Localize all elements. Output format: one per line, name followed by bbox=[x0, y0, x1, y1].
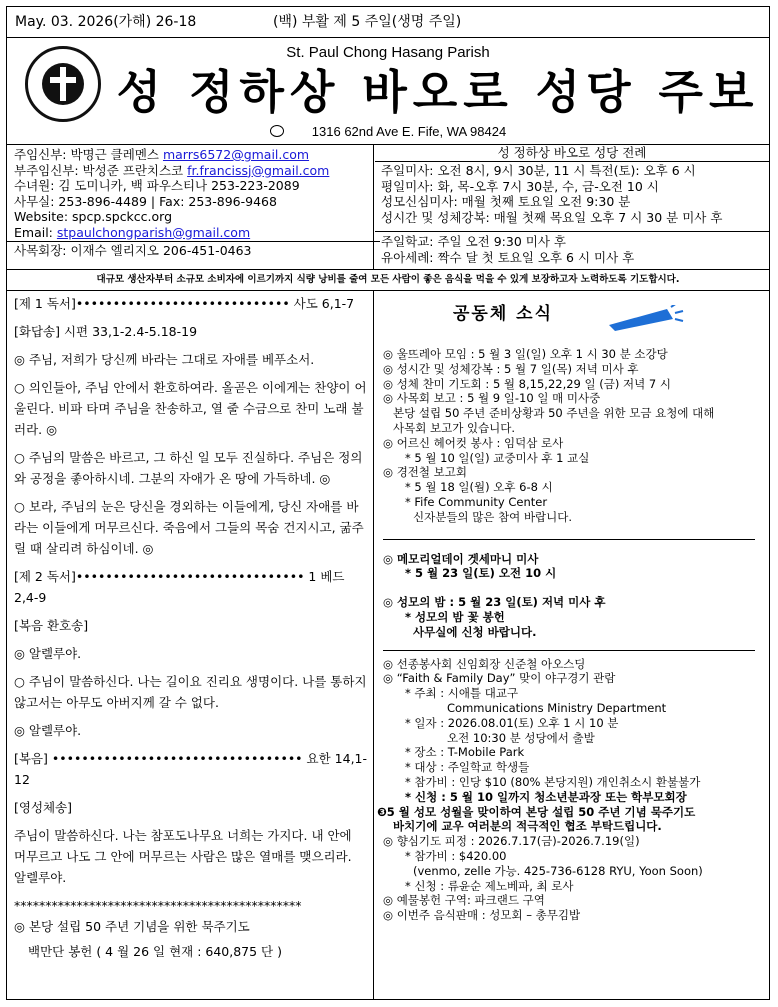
schedule-line: 성시간 및 성체강복: 매월 첫째 목요일 오후 7 시 30 분 미사 후 bbox=[381, 209, 723, 225]
dove-icon bbox=[270, 125, 284, 137]
schedule-line: 주일학교: 주일 오전 9:30 미사 후 bbox=[381, 234, 566, 249]
news-item: * 신청 : 류윤순 제노베파, 최 로사 bbox=[405, 878, 574, 893]
news-item: ❸5 월 성모 성월을 맞이하여 본당 설립 50 주년 기념 묵주기도 bbox=[377, 804, 696, 819]
assistant-row bbox=[14, 163, 373, 179]
assistant-email-link[interactable]: fr.francissj@gmail.com bbox=[187, 162, 330, 178]
news-item: Communications Ministry Department bbox=[447, 700, 667, 715]
address-text: 1316 62nd Ave E. Fife, WA 98424 bbox=[311, 124, 507, 139]
website-row: Website: spcp.spckcc.org bbox=[14, 209, 173, 224]
news-item: ◎ “Faith & Family Day” 맞이 야구경기 관람 bbox=[383, 671, 616, 686]
psalm-refrain: ◎ 주님, 저희가 당신께 바라는 그대로 자애를 베푸소서. bbox=[14, 352, 315, 367]
news-item: ◎ 선종봉사회 신임회장 신준철 아오스딩 bbox=[383, 656, 586, 671]
rosary-count: 백만단 봉헌 ( 4 월 26 일 현재 : 640,875 단 ) bbox=[28, 944, 282, 959]
contacts-panel bbox=[7, 145, 374, 269]
date-line: May. 03. 2026(가해) 26-18 bbox=[15, 14, 197, 30]
news-item: * 참가비 : 인당 $10 (80% 본당지원) 개인취소시 환불불가 bbox=[405, 774, 701, 789]
council-row: 사목회장: 이재수 엘리지오 206-451-0463 bbox=[7, 241, 380, 259]
assistant-label: 부주임신부: 박성준 프란치스코 bbox=[14, 162, 184, 178]
news-item: * 5 월 23 일(토) 오전 10 시 bbox=[405, 566, 557, 581]
star-divider: ********************************************** bbox=[14, 898, 302, 913]
masthead bbox=[7, 38, 769, 145]
news-item: ◎ 성시간 및 성체강복 : 5 월 7 일(목) 저녁 미사 후 bbox=[383, 361, 639, 376]
news-item: 신자분들의 많은 참여 바랍니다. bbox=[413, 509, 573, 524]
parish-name-en: St. Paul Chong Hasang Parish bbox=[286, 44, 490, 61]
psalm-verse: ○ 의인들아, 주님 안에서 환호하여라. 올곧은 이에게는 찬양이 어울린다. 비파 타며 주님을 찬송하고, 열 줄 수금으로 찬미 노래 불러라. ◎ bbox=[14, 380, 367, 437]
alleluia: ◎ 알렐루야. bbox=[14, 646, 82, 661]
news-block-1 bbox=[383, 347, 765, 525]
liturgy-schedule bbox=[375, 162, 769, 225]
news-item: 사무실에 신청 바랍니다. bbox=[413, 624, 537, 639]
season-line: (백) 부활 제 5 주일(생명 주일) bbox=[273, 14, 462, 30]
news-title: 공동체 소식 bbox=[453, 304, 554, 324]
gospel: [복음] •••••••••••••••••••••••••••••••••• 요한 14,1-12 bbox=[14, 751, 367, 787]
news-item: ◎ 성모의 밤 : 5 월 23 일(토) 저녁 미사 후 bbox=[383, 595, 606, 610]
news-item: * Fife Community Center bbox=[405, 494, 548, 509]
pastor-row bbox=[14, 147, 373, 163]
news-block-2 bbox=[383, 552, 765, 640]
prayer-notice: 대규모 생산자부터 소규모 소비자에 이르기까지 식량 낭비를 줄여 모든 사람이 좋은 음식을 먹을 수 있게 보장하고자 노력하도록 기도합시다. bbox=[7, 270, 769, 291]
alleluia: ◎ 알렐루야. bbox=[14, 723, 82, 738]
news-item: * 장소 : T-Mobile Park bbox=[405, 745, 525, 760]
news-item: 본당 설립 50 주년 준비상황과 50 주년을 위한 모금 요청에 대해 bbox=[393, 406, 715, 421]
pastor-label: 주임신부: 박명근 클레멘스 bbox=[14, 147, 159, 162]
psalm-verse: ○ 보라, 주님의 눈은 당신을 경외하는 이들에게, 당신 자애를 바라는 이들에게 머무르신다. 죽음에서 그들의 목숨 건지시고, 굶주릴 때 살리려 하심이네. ◎ bbox=[14, 499, 364, 556]
news-column bbox=[375, 291, 769, 999]
sisters-row: 수녀원: 김 도미니카, 백 파우스티나 253-223-2089 bbox=[14, 178, 300, 193]
news-item: ◎ 예물봉헌 구역: 파크랜드 구역 bbox=[383, 893, 545, 908]
news-item: 오전 10:30 분 성당에서 출발 bbox=[447, 730, 595, 745]
bulletin-page bbox=[6, 6, 770, 1000]
schedule-line: 평일미사: 화, 목-오후 7시 30분, 수, 금-오전 10 시 bbox=[381, 178, 659, 194]
rosary-prayer: ◎ 본당 설립 50 주년 기념을 위한 묵주기도 bbox=[14, 919, 250, 934]
news-item: * 대상 : 주일학교 학생들 bbox=[405, 760, 530, 775]
alleluia-verse: ○ 주님이 말씀하신다. 나는 길이요 진리요 생명이다. 나를 통하지 않고서는 아무도 아버지께 갈 수 없다. bbox=[14, 674, 367, 710]
news-item: * 주최 : 시애틀 대교구 bbox=[405, 686, 519, 701]
pastor-email-link[interactable]: marrs6572@gmail.com bbox=[162, 147, 310, 162]
news-item: ◎ 울뜨레아 모임 : 5 월 3 일(일) 오후 1 시 30 분 소강당 bbox=[383, 347, 668, 361]
top-bar bbox=[7, 7, 769, 38]
divider bbox=[383, 539, 755, 540]
psalm-verse: ○ 주님의 말씀은 바르고, 그 하신 일 모두 진실하다. 주님은 정의와 공정을 좋아하시네. 그분의 자애가 온 땅에 가득하네. ◎ bbox=[14, 450, 363, 486]
news-item: ◎ 메모리얼데이 겟세마니 미사 bbox=[383, 551, 539, 566]
communion-antiphon: 주님이 말씀하신다. 나는 참포도나무요 너희는 가지다. 내 안에 머무르고 나도 그 안에 머무르는 사람은 많은 열매를 맺으리라. 알렐루야. bbox=[14, 828, 352, 885]
news-item: 바치기에 교우 여러분의 적극적인 협조 부탁드립니다. bbox=[393, 819, 662, 834]
news-item: ◎ 성체 찬미 기도회 : 5 월 8,15,22,29 일 (금) 저녁 7 시 bbox=[383, 376, 671, 391]
news-item: ◎ 향심기도 피정 : 2026.7.17(금)-2026.7.19(일) bbox=[383, 834, 640, 849]
parish-email-link[interactable]: stpaulchongparish@gmail.com bbox=[56, 224, 251, 240]
address-line bbox=[7, 124, 769, 139]
bulletin-title: 성 정하상 바오로 성당 주보 bbox=[116, 65, 760, 119]
news-item: ◎ 경전철 보고회 bbox=[383, 465, 467, 480]
schedule-line: 유아세례: 짝수 달 첫 토요일 오후 6 시 미사 후 bbox=[381, 249, 635, 265]
news-item: ◎ 사목회 보고 : 5 월 9 일-10 일 매 미사중 bbox=[383, 391, 601, 406]
sacrament-schedule bbox=[375, 231, 769, 265]
news-item: ◎ 어르신 헤어컷 봉사 : 임덕삼 로사 bbox=[383, 435, 564, 450]
news-item: ◎ 이번주 음식판매 : 성모회 – 총무김밥 bbox=[383, 908, 581, 923]
communion-heading: [영성체송] bbox=[14, 800, 73, 815]
news-item: * 일자 : 2026.08.01(토) 오후 1 시 10 분 bbox=[405, 715, 619, 730]
divider bbox=[383, 650, 755, 651]
info-section bbox=[7, 145, 769, 270]
news-item: (venmo, zelle 가능. 425-736-6128 RYU, Yoon Soon) bbox=[413, 863, 703, 878]
liturgy-heading: 성 정하상 바오로 성당 전례 bbox=[375, 145, 769, 162]
megaphone-icon bbox=[607, 305, 685, 331]
email-label: Email: bbox=[14, 224, 53, 240]
news-block-3 bbox=[377, 656, 765, 923]
first-reading: [제 1 독서]••••••••••••••••••••••••••••• 사도 6,1-7 bbox=[14, 296, 355, 311]
psalm-heading: [화답송] 시편 33,1-2.4-5.18-19 bbox=[14, 324, 198, 339]
news-item: * 성모의 밤 꽃 봉헌 bbox=[405, 609, 505, 624]
news-item: * 5 월 18 일(월) 오후 6-8 시 bbox=[405, 480, 553, 495]
news-item: * 신청 : 5 월 10 일까지 청소년분과장 또는 학부모회장 bbox=[405, 789, 687, 804]
news-item: * 5 월 10 일(일) 교중미사 후 1 교실 bbox=[405, 450, 590, 465]
schedule-line: 성모신심미사: 매월 첫째 토요일 오전 9:30 분 bbox=[381, 194, 631, 209]
readings-column bbox=[7, 291, 374, 999]
alleluia-heading: [복음 환호송] bbox=[14, 618, 89, 633]
second-reading: [제 2 독서]••••••••••••••••••••••••••••••• 1 베드 2,4-9 bbox=[14, 569, 345, 605]
office-row: 사무실: 253-896-4489 | Fax: 253-896-9468 bbox=[14, 193, 277, 209]
news-item: * 참가비 : $420.00 bbox=[405, 848, 507, 863]
schedule-line: 주일미사: 오전 8시, 9시 30분, 11 시 특전(토): 오후 6 시 bbox=[381, 163, 696, 178]
liturgy-panel bbox=[375, 145, 769, 269]
news-item: 사목회 보고가 있습니다. bbox=[393, 420, 516, 435]
email-row bbox=[14, 225, 373, 241]
